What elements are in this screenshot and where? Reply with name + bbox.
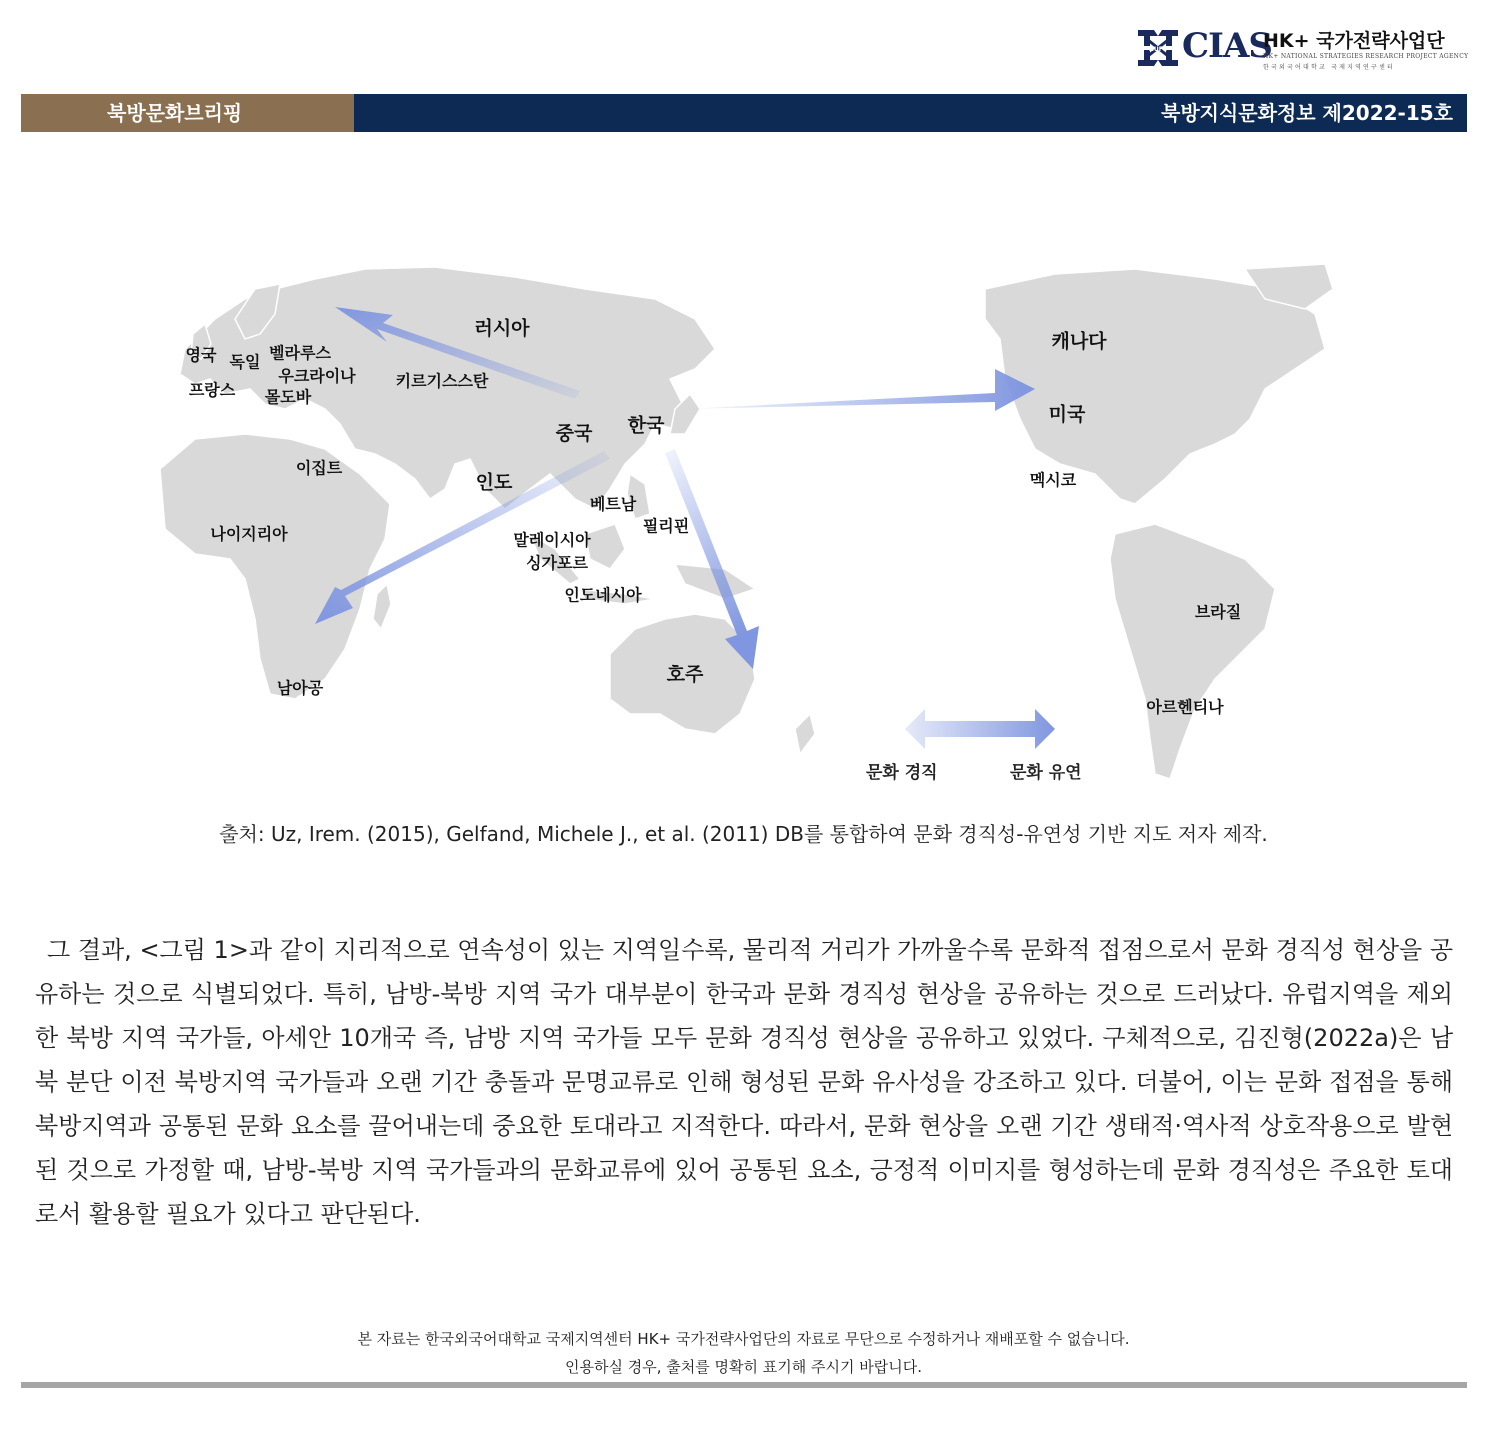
copyright-notice: 본 자료는 한국외국어대학교 국제지역센터 HK+ 국가전략사업단의 자료로 무단으로 수정하거나 재배포할 수 없습니다. bbox=[357, 1330, 1130, 1348]
label-uk: 영국 bbox=[185, 345, 217, 365]
landmass-new-zealand bbox=[795, 714, 815, 754]
label-philippines: 필리핀 bbox=[642, 516, 690, 536]
cias-emblem-icon bbox=[1136, 26, 1180, 70]
landmass-borneo bbox=[585, 524, 625, 569]
body-paragraph: 그 결과, <그림 1>과 같이 지리적으로 연속성이 있는 지역일수록, 물리적 거리가 가까울수록 문화적 접점으로서 문화 경직성 현상을 공유하는 것으로 식별되었다. 특히, 남방-북방 지역 국가 대부분이 한국과 문화 경직성 현상을 공유하는 것으로 드러났다. 유럽지역을 제외한 북방 지역 국가들, 아세안 10개국 즉, 남방 지역 국가들 모두 문화 경직성 현상을 공유하고 있었다. 구체적으로, 김진형(2022a)은 남북 분단 이전 북방지역 국가들과 오랜 기간 충돌과 문명교류로 인해 형성된 문화 유사성을 강조하고 있다. 더불어, 이는 문화 접점을 통해 북방지역과 공통된 문화 요소를 끌어내는데 중요한 토대라고 지적한다. 따라서, 문화 현상을 오랜 기간 생태적·역사적 상호작용으로 발현된 것으로 가정할 때, 남방-북방 지역 국가들과의 문화교류에 있어 공통된 요소, 긍정적 이미지를 형성하는데 문화 경직성은 주요한 토대로서 활용할 필요가 있다고 판단된다. bbox=[35, 936, 1454, 1228]
label-ukraine: 우크라이나 bbox=[278, 366, 356, 386]
label-vietnam: 베트남 bbox=[589, 494, 637, 514]
legend-arrow bbox=[905, 709, 1055, 749]
logo-subtitle-kr: 한국외국어대학교 국제지역연구센터 bbox=[1263, 64, 1396, 71]
label-egypt: 이집트 bbox=[295, 458, 343, 478]
label-china: 중국 bbox=[555, 422, 593, 445]
section-title: 북방문화브리핑 bbox=[21, 94, 354, 132]
legend-tight-label: 문화 경직 bbox=[866, 763, 938, 783]
label-france: 프랑스 bbox=[188, 380, 236, 400]
logo-badge-text: HUFS bbox=[1148, 46, 1168, 53]
label-usa: 미국 bbox=[1048, 403, 1086, 426]
figure-source: 출처: Uz, Irem. (2015), Gelfand, Michele J., et al. (2011) DB를 통합하여 문화 경직성-유연성 기반 지도 저자 제작. bbox=[219, 822, 1268, 846]
label-mexico: 멕시코 bbox=[1029, 470, 1077, 490]
label-canada: 캐나다 bbox=[1051, 330, 1107, 353]
arrow-korea-to-usa bbox=[685, 369, 1035, 411]
landmass-africa bbox=[160, 434, 390, 699]
landmass-madagascar bbox=[373, 584, 391, 629]
label-russia: 러시아 bbox=[474, 317, 530, 340]
landmass-south-america bbox=[1110, 524, 1275, 779]
label-korea: 한국 bbox=[627, 414, 665, 437]
label-kyrgyzstan: 키르기스스탄 bbox=[395, 371, 489, 391]
label-nigeria: 나이지리아 bbox=[210, 524, 288, 544]
label-india: 인도 bbox=[475, 471, 513, 494]
label-moldova: 몰도바 bbox=[264, 387, 312, 407]
label-indonesia: 인도네시아 bbox=[564, 585, 642, 605]
logo-subtitle-en: HK+ NATIONAL STRATEGIES RESEARCH PROJECT AGENCY bbox=[1263, 53, 1469, 60]
footer-divider bbox=[21, 1382, 1467, 1388]
label-belarus: 벨라루스 bbox=[269, 343, 331, 363]
logo-acronym: CIAS bbox=[1182, 26, 1272, 66]
label-argentina: 아르헨티나 bbox=[1146, 697, 1224, 717]
label-germany: 독일 bbox=[229, 352, 261, 372]
issue-number: 북방지식문화정보 제2022-15호 bbox=[354, 94, 1467, 132]
logo-title: HK+ 국가전략사업단 bbox=[1263, 30, 1445, 52]
label-brazil: 브라질 bbox=[1194, 602, 1242, 622]
cias-logo bbox=[1136, 24, 1469, 76]
header-bar bbox=[21, 94, 1467, 132]
label-malaysia: 말레이시아 bbox=[513, 530, 591, 550]
label-south-africa: 남아공 bbox=[276, 678, 324, 698]
label-singapore: 싱가포르 bbox=[526, 553, 588, 573]
label-australia: 호주 bbox=[666, 663, 704, 686]
citation-notice: 인용하실 경우, 출처를 명확히 표기해 주시기 바랍니다. bbox=[565, 1358, 922, 1376]
legend-loose-label: 문화 유연 bbox=[1010, 763, 1082, 783]
world-map-figure bbox=[155, 259, 1333, 791]
